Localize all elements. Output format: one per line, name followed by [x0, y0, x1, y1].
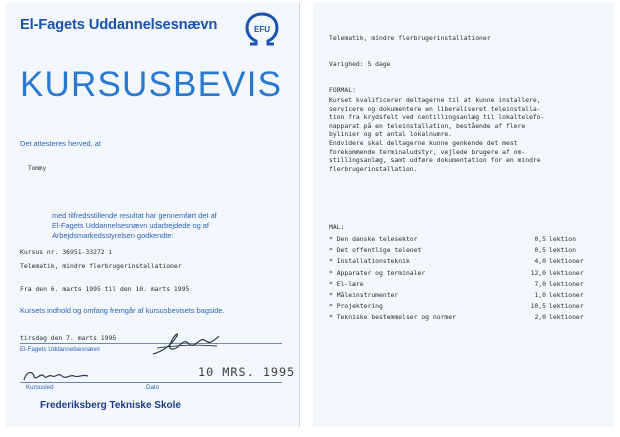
mal-item-unit: lektion	[549, 235, 576, 243]
leader-label: Kursusled	[26, 384, 54, 391]
formal-line: flerbrugerinstallation.	[329, 164, 418, 173]
date-label: Dato	[146, 384, 160, 391]
mal-item-unit: lektioner	[549, 313, 584, 322]
mal-item-unit: lektioner	[549, 291, 584, 299]
course-title: Telematik, mindre flerbrugerinstallationer	[20, 262, 182, 270]
course-number: Kursus nr. 36951-33272 i	[20, 248, 113, 256]
duration: Varighed: 5 dage	[329, 60, 391, 68]
mal-item-unit: lektioner	[549, 279, 584, 288]
para-line-2: El-Fagets Uddannelsesnævn udarbejdede og af	[52, 221, 209, 230]
certificate-back-page	[313, 3, 614, 427]
mal-item-hours: 12,0	[530, 268, 546, 277]
mal-item-name: * Apparater og terminaler	[329, 268, 426, 277]
mal-item-hours: 0,5	[534, 235, 546, 243]
para-line-3: Arbejdsmarkedsstyrelsen godkendte:	[52, 231, 174, 240]
date-stamp: 10 MRS. 1995	[198, 365, 296, 379]
sign-label: El-Fagets Uddannelsesnævn	[20, 346, 100, 353]
sign-date: tirsdag den 7. marts 1995	[20, 334, 117, 342]
bagside-note: Kursets indhold og omfang fremgår af kursusbevisets bagside.	[20, 306, 225, 315]
mal-item-hours: 0,5	[534, 246, 546, 255]
mal-item-name: * Måleinstrumenter	[329, 291, 399, 299]
mal-item-name: * Tekniske bestemmelser og normer	[329, 313, 456, 322]
formal-heading: FORMAL:	[329, 86, 356, 94]
mal-item-name: * Det offentlige telenet	[329, 246, 422, 255]
mal-item-hours: 10,5	[530, 302, 546, 311]
school-name: Frederiksberg Tekniske Skole	[40, 400, 181, 411]
mal-item-hours: 7,0	[534, 279, 546, 288]
certificate-front-page	[6, 3, 300, 427]
efu-logo	[243, 11, 281, 49]
formal-line: Kurset kvalificerer deltagerne til at kunne installere,	[329, 96, 541, 104]
mal-heading: MAL:	[329, 223, 345, 231]
attest-text: Det attesteres herved, at	[20, 139, 101, 148]
formal-line: forekommende terminaludstyr, vejlede brugere af om-	[329, 147, 526, 156]
organization-name: El-Fagets Uddannelsesnævn	[20, 17, 218, 33]
participant-name: Tommy	[28, 165, 47, 172]
signature-1	[151, 328, 221, 358]
formal-line: Endvidere skal deltagerne kunne genkende det mest	[329, 138, 518, 147]
mal-item-name: * El-lære	[329, 279, 364, 288]
mal-item-name: * Installationsteknik	[329, 257, 410, 266]
para-line-1: med tilfredsstillende resultat har gennemført det af	[52, 211, 217, 220]
formal-line: napparat på en teleinstallation, bestående af flere	[329, 121, 526, 130]
formal-line: stillingsanlæg, samt udføre dokumentation for en mindre	[329, 156, 541, 165]
logo-text: EFU	[254, 25, 270, 34]
course-dates: Fra den 6. marts 1995 til den 10. marts 1995	[20, 285, 190, 293]
mal-item-name: * Den danske telesektor	[329, 235, 418, 243]
formal-line: bylinier og et antal lokalnumre.	[329, 130, 453, 139]
back-course-title: Telematik, mindre flerbrugerinstallationer	[329, 34, 491, 42]
certificate-title: KURSUSBEVIS	[20, 65, 283, 104]
formal-line: servicere og dokumentere en liberaliseret teleinstalla-	[329, 104, 541, 113]
mal-item-unit: lektioner	[549, 302, 584, 311]
leader-line	[20, 382, 282, 383]
formal-text	[329, 96, 544, 173]
mal-item-unit: lektioner	[549, 268, 584, 277]
mal-item-unit: lektion	[549, 246, 576, 255]
mal-item-name: * Projektering	[329, 302, 383, 311]
mal-item-hours: 1,0	[534, 291, 546, 299]
formal-line: tion fra krydsfelt ved centillingsanlæg til lokaltelefo-	[329, 113, 545, 122]
mal-item-hours: 4,0	[534, 257, 546, 266]
mal-item-hours: 2,0	[534, 313, 546, 322]
mal-item-unit: lektioner	[549, 257, 584, 266]
